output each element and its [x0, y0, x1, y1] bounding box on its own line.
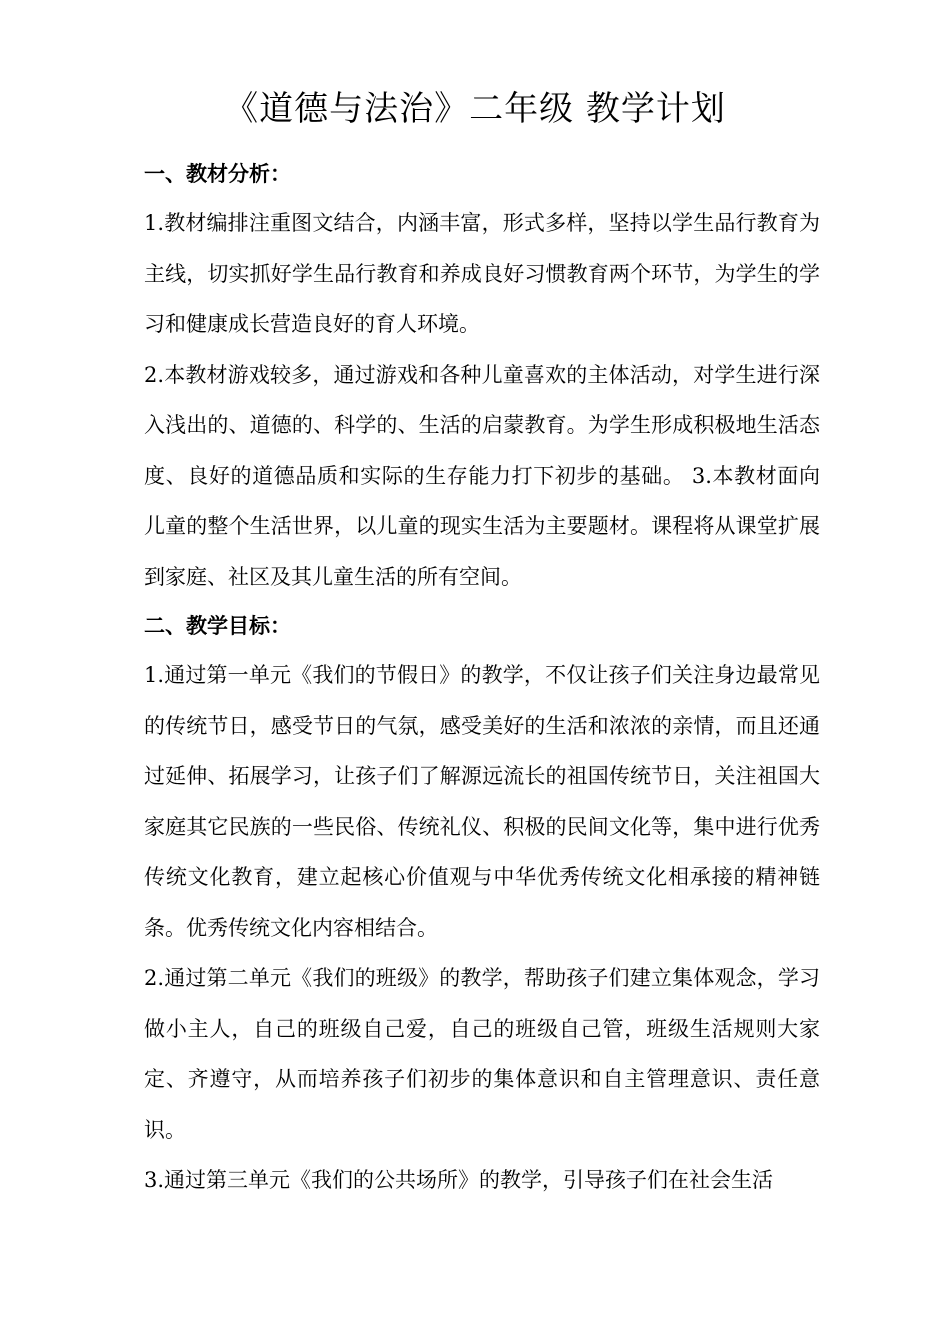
- page-title: 《道德与法治》二年级 教学计划: [224, 89, 726, 129]
- paragraph-analysis-1: 1.教材编排注重图文结合，内涵丰富，形式多样，坚持以学生品行教育为主线，切实抓好学生品行教育和养成良好习惯教育两个环节，为学生的学习和健康成长营造良好的育人环境。: [144, 211, 820, 336]
- paragraph-goal-3: 3.通过第三单元《我们的公共场所》的教学，引导孩子们在社会生活: [144, 1168, 774, 1192]
- document-body: [144, 150, 820, 1206]
- paragraph-goal-2: 2.通过第二单元《我们的班级》的教学，帮助孩子们建立集体观念，学习做小主人，自己的班级自己爱，自己的班级自己管，班级生活规则大家定、齐遵守，从而培养孩子们初步的集体意识和自主管理意识、责任意识。: [144, 966, 820, 1142]
- section-heading-textbook-analysis: 一、教材分析：: [144, 162, 291, 186]
- section-heading-teaching-goals: 二、教学目标：: [144, 614, 291, 638]
- paragraph-analysis-2: 2.本教材游戏较多，通过游戏和各种儿童喜欢的主体活动，对学生进行深入浅出的、道德的、科学的、生活的启蒙教育。为学生形成积极地生活态度、良好的道德品质和实际的生存能力打下初步的基础。 3.本教材面向儿童的整个生活世界，以儿童的现实生活为主要题材。课程将从课堂扩展到家庭、社区及其儿童生活的所有空间。: [144, 362, 820, 589]
- paragraph-goal-1: 1.通过第一单元《我们的节假日》的教学，不仅让孩子们关注身边最常见的传统节日，感受节日的气氛，感受美好的生活和浓浓的亲情，而且还通过延伸、拓展学习，让孩子们了解源远流长的祖国传统节日，关注祖国大家庭其它民族的一些民俗、传统礼仪、积极的民间文化等，集中进行优秀传统文化教育，建立起核心价值观与中华优秀传统文化相承接的精神链条。优秀传统文化内容相结合。: [144, 663, 820, 940]
